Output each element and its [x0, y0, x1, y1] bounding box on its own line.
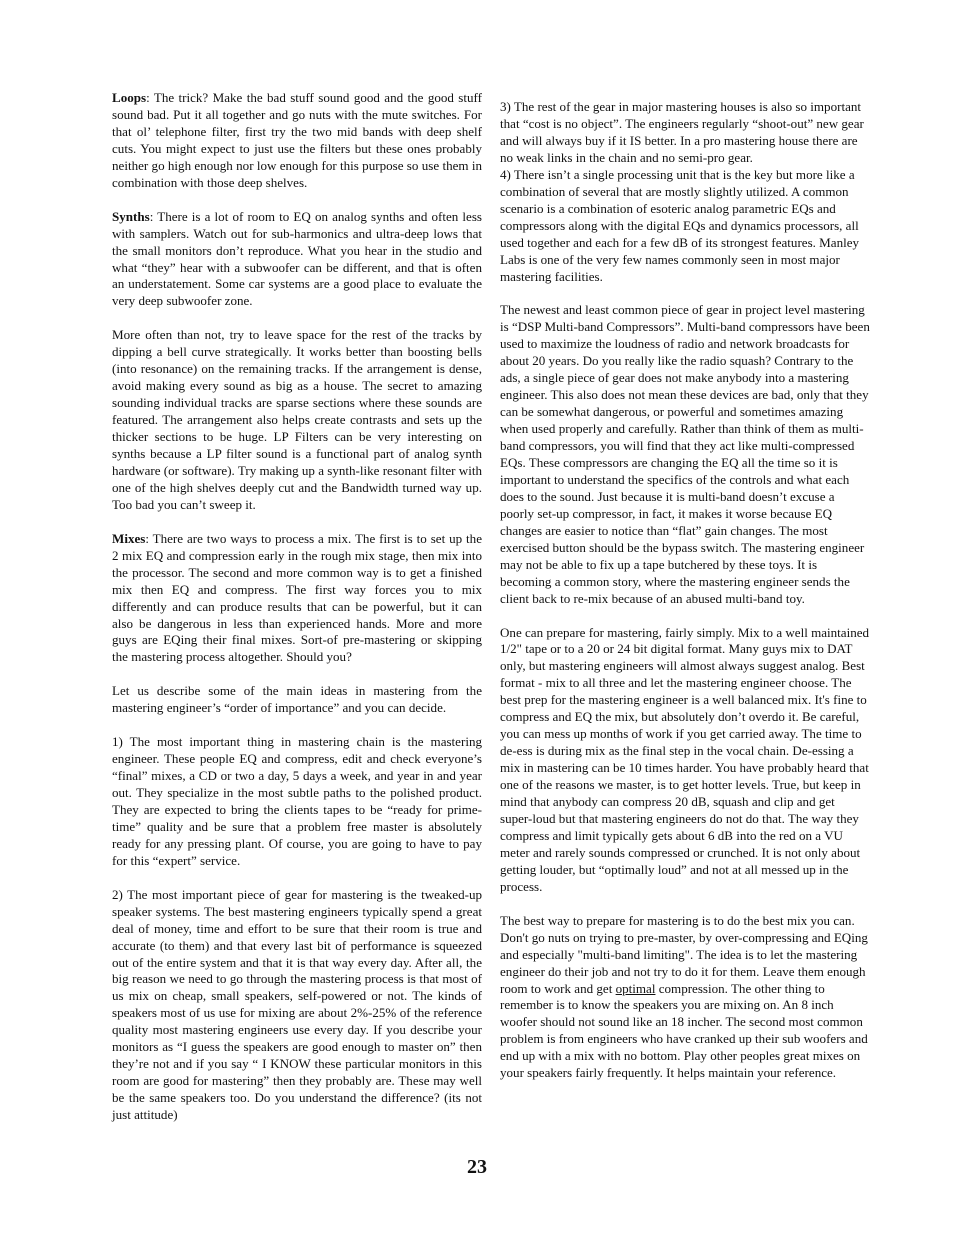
best-way-text-after: compression. The other thing to remember is to know the speakers you are mixing on. An 8 inch woofer should not sound like an 18 incher. The second most common problem is from engineers who have cranked up their sub woofers and end up with a mix with no bottom. Play other peoples great mixes on your speakers fairly frequently. It helps maintain your reference. [500, 980, 868, 1081]
point-1-paragraph: 1) The most important thing in mastering chain is the mastering engineer. These people EQ and compress, edit and check everyone’s “final” mixes, a CD or two a day, 5 days a week, and year in and year out. They specialize in the most subtle paths to the polished product. They are expected to bring the clients tapes to be “ready for prime-time” quality and be sure that a problem free master is absolutely ready for any pressing plant. Of course, you are going to have to pay for this “expert” service. [112, 734, 482, 868]
optimal-underlined: optimal [615, 980, 656, 996]
dsp-paragraph: The newest and least common piece of gear in project level mastering is “DSP Multi-band Compressors”. Multi-band compressors have been used to maximize the loudness of radio and network broadcasts for about 20 years. Do you really like the radio squash? Contrary to the ads, a single piece of gear does not make anybody into a mastering engineer. This also does not mean these devices are bad, only that they can be somewhat dangerous, or powerful and sometimes amazing when used properly and carefully. Rather than think of them as multi-band compressors, you will find that they act like multi-compressed EQs. These compressors are changing the EQ all the time so it is important to understand the specifics of the controls and what each does to the sound. Just because it is multi-band doesn’t excuse a poorly set-up compressor, in fact, it makes it worse because EQ changes are easier to notice than “flat” gain changes. The most exercised button should be the bypass switch. The mastering engineer may not be able to fix up a tape butchered by these toys. It is becoming a common story, where the mastering engineer sends the client back to re-mix because of an abused multi-band toy. [500, 302, 870, 606]
best-way-text-before: The best way to prepare for mastering is to do the best mix you can. Don't go nuts on trying to pre-master, by over-compressing and EQing and especially "multi-band limiting". The idea is to let the mastering engineer do their job and not try to do it for them. Leave them enough room to work and get [500, 912, 868, 996]
prepare-paragraph: One can prepare for mastering, fairly simply. Mix to a well maintained 1/2" tape or to a 20 or 24 bit digital format. Many guys mix to DAT only, but mastering engineers will almost always suggest analog. Best format - mix to all three and let the mastering engineer choose. The best prep for the mastering engineer is a well balanced mix. It's fine to compress and EQ the mix, but absolutely don’t overdo it. Be careful, you can mess up months of work if you get carried away. The time to de-ess is during mix as the final step in the vocal chain. De-essing a mix in mastering can be 10 times harder. You have probably heard that one of the reasons we master, is to get hotter levels. True, but keep in mind that anybody can compress 20 dB, squash and clip and get super-loud but that mastering engineers do not do that. The way they compress and limit typically gets about 6 dB into the red on a VU meter and rarely sounds compressed or crunched. It is not only about getting louder, but “optimally loud” and not at all messed up in the process. [500, 624, 870, 894]
describe-paragraph: Let us describe some of the main ideas in mastering from the mastering engineer’s “order of importance” and you can decide. [112, 683, 482, 716]
point-3-text: 3) The rest of the gear in major mastering houses is also so important that “cost is no object”. The engineers regularly “shoot-out” new gear and will always buy if it IS better. In a pro mastering house there are no weak links in the chain and no semi-pro gear. [500, 99, 864, 165]
mixes-text: : There are two ways to process a mix. The first is to set up the 2 mix EQ and compression early in the rough mix stage, then mix into the processor. The second and more common way is to get a finished mix then EQ and compress. The first way forces you to mix differently and can produce results that can be powerful, but it can also be dangerous in less than experienced hands. More and more guys are EQing their final mixes. Sort-of pre-mastering or skipping the mastering process altogether. Should you? [112, 530, 482, 665]
synths-paragraph [112, 209, 482, 311]
best-way-paragraph [500, 913, 870, 1083]
mixes-paragraph [112, 531, 482, 667]
page-number: 23 [467, 1156, 487, 1178]
mixes-heading: Mixes [112, 530, 146, 546]
loops-heading: Loops [112, 90, 147, 105]
points-3-4-paragraph [500, 99, 870, 285]
synths-text: : There is a lot of room to EQ on analog synths and often less with samplers. Watch out for sub-harmonics and ultra-deep lows that the small monitors don’t reproduce. What you hear in the studio and what “they” hear with a subwoofer can be different, and that is often an understatement. Some car systems are a good place to evaluate the very deep subwoofer zone. [112, 208, 482, 309]
point-4-text: 4) There isn’t a single processing unit that is the key but more like a combination of several that are mostly slightly utilized. A common scenario is a combination of esoteric analog parametric EQs and compressors along with the digital EQs and dynamics processors, all used together and each for a few dB of its strongest features. Manley Labs is one of the very few names commonly seen in most major mastering facilities. [500, 166, 860, 284]
loops-text: : The trick? Make the bad stuff sound good and the good stuff sound bad. Put it all together and go nuts with the mute switches. For that ol’ telephone filter, first try the two mid bands with deep shelf cuts. You might expect to just use the filters but these ones probably neither go high enough nor low enough for this purpose so use them in combination with those deep shelves. [112, 90, 482, 190]
loops-paragraph [112, 90, 482, 192]
right-column [500, 99, 870, 1099]
point-2-paragraph: 2) The most important piece of gear for mastering is the tweaked-up speaker systems. The best mastering engineers typically spend a great deal of money, time and effort to be sure that their room is true and accurate (to them) and that every last bit of performance is squeezed out of the entire system and that it is that way every day. After all, the big reason we need to go through the mastering process is that most of us mix on cheap, small speakers, self-powered or not. The kinds of speakers most of us use for mixing are about 2%-25% of the reference quality most mastering engineers use every day. If you describe your monitors as “I guess the speakers are good enough to master on” then they’re not and if you say “ I KNOW these particular monitors in this room are good for mastering” then they probably are. These may well be the same speakers too. Do you understand the difference? (its not just attitude) [112, 886, 482, 1123]
synths-heading: Synths [112, 208, 150, 224]
space-paragraph: More often than not, try to leave space for the rest of the tracks by dipping a bell curve strategically. It works better than boosting bells (into resonance) on the remaining tracks. If the arrangement is dense, avoid making every sound as big as a house. The secret to amazing sounding individual tracks are sparse sections where these sounds are featured. The arrangement also helps create contrasts and sets up the thicker sections to be huge. LP Filters can be very interesting on synths because a LP filter sound is a functional part of analog synth hardware (or software). Try making up a synth-like resonant filter with one of the high shelves deeply cut and the Bandwidth turned way up. Too bad you can’t sweep it. [112, 327, 482, 512]
left-column [112, 90, 482, 1141]
